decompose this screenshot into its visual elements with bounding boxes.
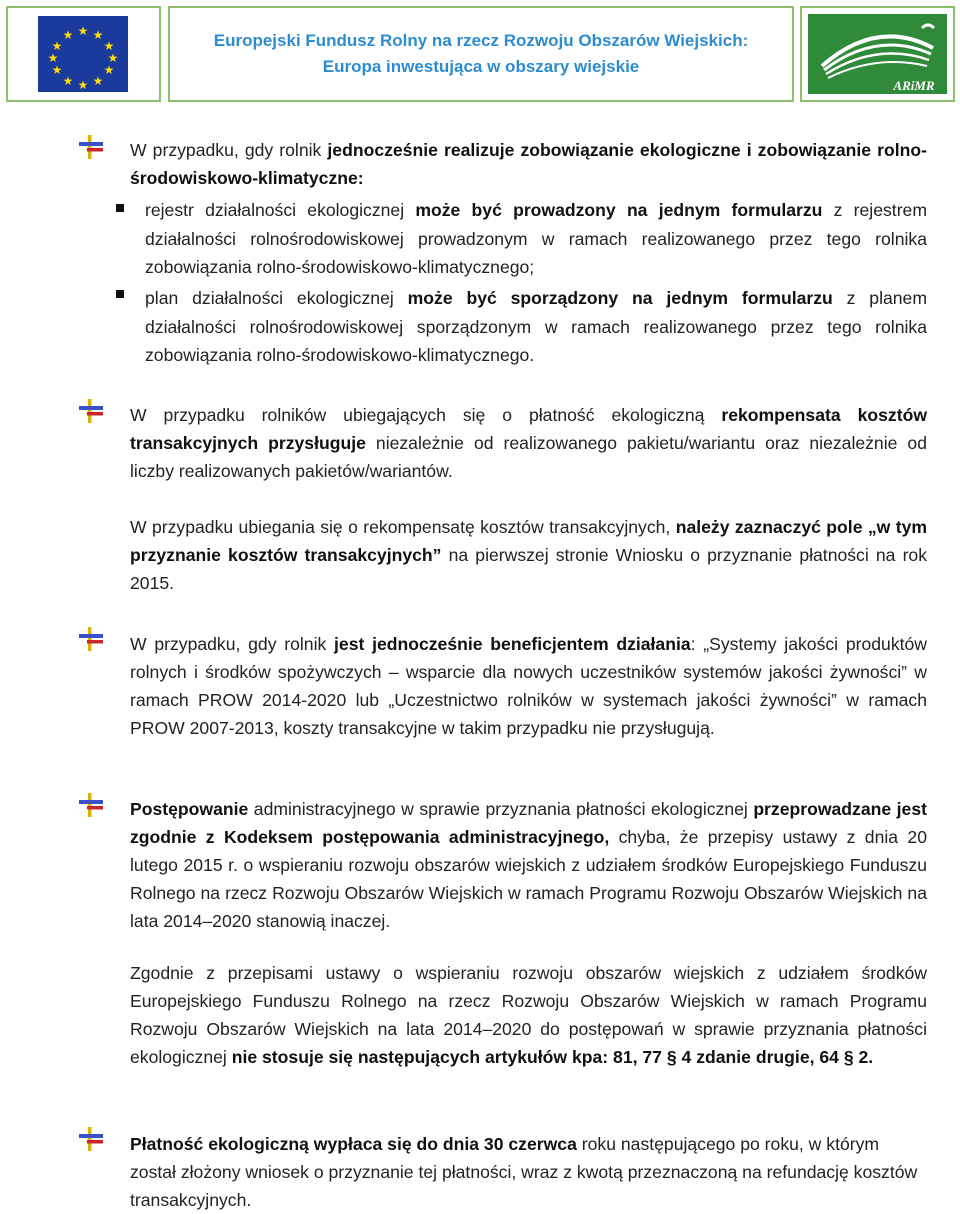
section4-p1-text-d: chyba, że przepisy ustawy z dnia 20 lutego 2015 r. o wspieraniu rozwoju obszarów wiejskich z udziałem środków Europejskiego Funduszu Rolnego na rzecz Rozwoju Obszarów Wiejskich w ramach Programu Rozwoju Obszarów Wiejskich na lata 2014–2020 stanowią inaczej. <box>130 827 927 931</box>
section3-paragraph <box>130 630 927 742</box>
section1-item2-text-a: plan działalności ekologicznej <box>145 288 408 308</box>
section5-bold: Płatność ekologiczną wypłaca się do dnia 30 czerwca <box>130 1134 577 1154</box>
bullet-marker-icon <box>78 626 104 652</box>
section1-item1-bold: może być prowadzony na jednym formularzu <box>415 200 823 220</box>
svg-text:★: ★ <box>51 39 63 53</box>
section2-p2-bold: należy zaznaczyć pole „w tym przyznanie kosztów transakcyjnych” <box>130 517 928 565</box>
section3-text-c: : „Systemy jakości produktów rolnych i środków spożywczych – wsparcie dla nowych uczestników systemów jakości żywności” w ramach PROW 2014-2020 lub „Uczestnictwo rolników w systemach jakości żywności” w ramach PROW 2007-2013, koszty transakcyjne w takim przypadku nie przysługują. <box>130 634 927 738</box>
square-bullet <box>116 204 124 212</box>
svg-text:★: ★ <box>47 51 59 65</box>
section2-paragraph2 <box>130 513 927 597</box>
eu-logo-frame <box>6 6 161 102</box>
section4-p1-text-b: administracyjnego w sprawie przyznania płatności ekologicznej <box>248 799 754 819</box>
svg-text:★: ★ <box>103 39 115 53</box>
section2-p2-text-c: na pierwszej stronie Wniosku o przyznanie płatności na rok 2015. <box>130 545 928 593</box>
svg-text:★: ★ <box>77 78 89 92</box>
svg-text:★: ★ <box>51 63 63 77</box>
section1-item2 <box>145 284 927 370</box>
section1-item1-text-c: z rejestrem działalności rolnośrodowiskowej prowadzonym w ramach realizowanego przez tego rolnika zobowiązania rolno-środowiskowo-klimatycznego; <box>145 200 927 277</box>
section4-p1-bold-c: przeprowadzane jest zgodnie z Kodeksem postępowania administracyjnego, <box>130 799 927 847</box>
section2-paragraph1 <box>130 401 927 485</box>
bullet-marker-icon <box>78 134 104 160</box>
arimr-logo-icon <box>802 8 953 100</box>
svg-text:★: ★ <box>92 74 104 88</box>
bullet-marker-icon <box>78 792 104 818</box>
header-title-line2: Europa inwestująca w obszary wiejskie <box>322 57 640 76</box>
section1-intro-bold: jednocześnie realizuje zobowiązanie ekologiczne i zobowiązanie rolno-środowiskowo-klimatyczne: <box>130 140 927 188</box>
section4-p1-bold-a: Postępowanie <box>130 799 249 819</box>
section4-p2-bold: nie stosuje się następujących artykułów kpa: 81, 77 § 4 zdanie drugie, 64 § 2. <box>231 1047 874 1067</box>
section2-p1-text-a: W przypadku rolników ubiegających się o płatność ekologiczną <box>130 405 722 425</box>
section2-p1-text-c: niezależnie od realizowanego pakietu/wariantu oraz niezależnie od liczby realizowanych pakietów/wariantów. <box>130 433 927 481</box>
svg-text:★: ★ <box>62 28 74 42</box>
svg-text:★: ★ <box>77 24 89 38</box>
section1-item2-text-c: z planem działalności rolnośrodowiskowej sporządzonym w ramach realizowanego przez tego rolnika zobowiązania rolno-środowiskowo-klimatycznego. <box>145 288 928 365</box>
svg-text:★: ★ <box>92 28 104 42</box>
header-title-line1: Europejski Fundusz Rolny na rzecz Rozwoju Obszarów Wiejskich: <box>213 31 749 50</box>
page-header <box>0 0 960 108</box>
section3-text-a: W przypadku, gdy rolnik <box>130 634 335 654</box>
section4-paragraph2 <box>130 959 927 1071</box>
section1-item1-text-a: rejestr działalności ekologicznej <box>145 200 416 220</box>
svg-text:★: ★ <box>107 51 119 65</box>
section1-item1 <box>145 196 927 282</box>
section4-paragraph1 <box>130 795 927 935</box>
section2-p2-text-a: W przypadku ubiegania się o rekompensatę kosztów transakcyjnych, <box>130 517 676 537</box>
section1-item2-bold: może być sporządzony na jednym formularzu <box>407 288 833 308</box>
section1-intro <box>130 136 927 192</box>
bullet-marker-icon <box>78 1126 104 1152</box>
square-bullet <box>116 290 124 298</box>
section3-bold: jest jednocześnie beneficjentem działania <box>334 634 691 654</box>
section1-intro-text: W przypadku, gdy rolnik <box>130 140 328 160</box>
arimr-logo-frame <box>800 6 955 102</box>
bullet-marker-icon <box>78 398 104 424</box>
section5-paragraph <box>130 1130 927 1214</box>
svg-text:★: ★ <box>103 63 115 77</box>
svg-text:★: ★ <box>62 74 74 88</box>
header-title-box <box>168 6 794 102</box>
section4-p2-text-a: Zgodnie z przepisami ustawy o wspieraniu rozwoju obszarów wiejskich z udziałem środków Europejskiego Funduszu Rolnego na rzecz Rozwoju Obszarów Wiejskich w ramach Programu Rozwoju Obszarów Wiejskich na lata 2014–2020 do postępowań w sprawie przyznania płatności ekologicznej <box>130 963 927 1067</box>
eu-flag-icon <box>8 8 159 100</box>
section5-text: roku następującego po roku, w którym został złożony wniosek o przyznanie tej płatności, wraz z kwotą przeznaczoną na refundację kosztów transakcyjnych. <box>130 1134 918 1210</box>
arimr-logo-text: ARiMR <box>893 78 935 93</box>
section2-p1-bold: rekompensata kosztów transakcyjnych przysługuje <box>130 405 927 453</box>
